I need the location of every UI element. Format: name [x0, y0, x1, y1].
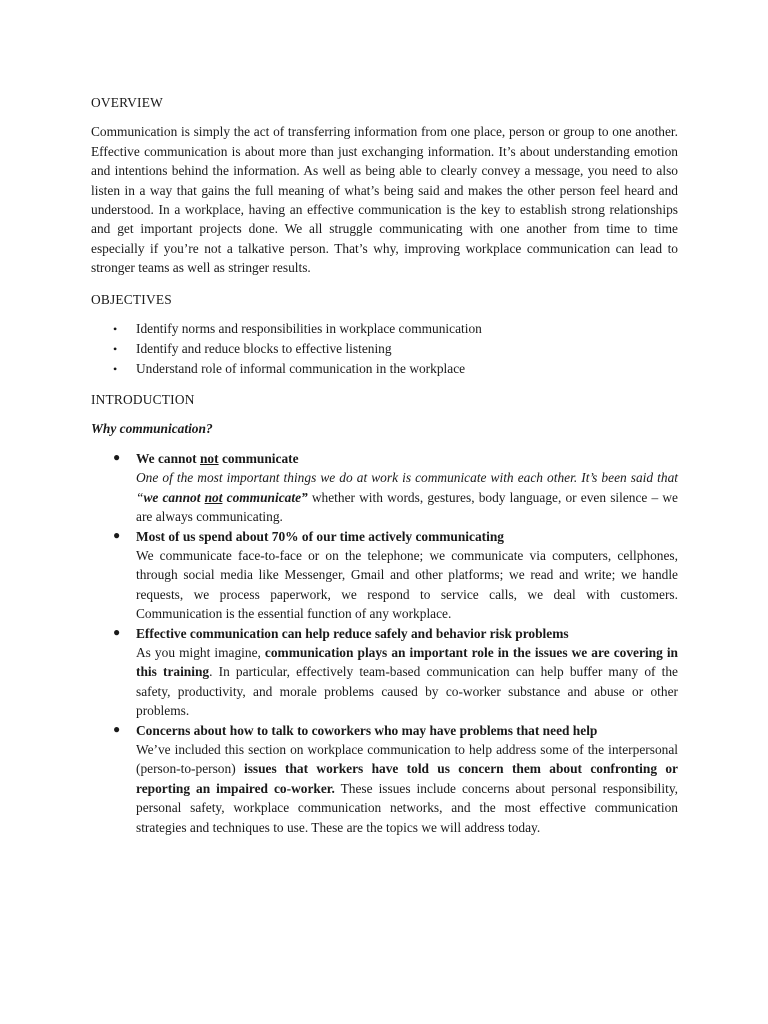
list-item: [91, 721, 678, 837]
list-item: [91, 624, 678, 721]
objectives-heading: OBJECTIVES: [91, 291, 172, 307]
bullet-icon: ●: [113, 624, 121, 639]
objective-text: Identify and reduce blocks to effective listening: [136, 341, 392, 357]
item-body: As you might imagine, communication plays an important role in the issues we are covering in this training. In particular, effectively team-based communication can help buffer many of the safety, productivity, and morale problems caused by co-worker substance and abuse or other problems.: [136, 644, 678, 719]
bullet-icon: ●: [113, 721, 121, 736]
bullet-icon: •: [113, 322, 118, 337]
list-item: [91, 319, 678, 339]
bullet-icon: ●: [113, 527, 121, 542]
list-item: [91, 449, 678, 527]
item-body: We communicate face-to-face or on the telephone; we communicate via computers, cellphones, through social media like Messenger, Gmail and other platforms; we read and write; we handle requests, we process paperwork, we respond to service calls, we deal with customers. Communication is the essential function of any workplace.: [136, 547, 678, 622]
objective-text: Identify norms and responsibilities in workplace communication: [136, 321, 482, 337]
introduction-heading: INTRODUCTION: [91, 392, 195, 408]
bullet-icon: •: [113, 342, 118, 357]
overview-heading: OVERVIEW: [91, 95, 163, 110]
objectives-list: [91, 319, 678, 379]
item-title: We cannot not communicate: [136, 450, 299, 466]
document-body: [91, 93, 678, 837]
overview-paragraph: Communication is simply the act of transferring information from one place, person or group to one another. Effective communication is about more than just exchanging information. It’s about understanding emotion and intentions behind the information. As well as being able to clearly convey a message, you need to also listen in a way that gains the full meaning of what’s being said and makes the other person feel heard and understood. In a workplace, having an effective communication is the key to establish strong relationships and get important projects done. We all struggle communicating with one another from time to time especially if you’re not a talkative person. That’s why, improving workplace communication can lead to stronger teams as well as stringer results.: [91, 124, 678, 276]
item-title: Most of us spend about 70% of our time actively communicating: [136, 528, 504, 544]
why-communication-subheading: Why communication?: [91, 421, 213, 437]
objective-text: Understand role of informal communication in the workplace: [136, 361, 466, 377]
item-title: Concerns about how to talk to coworkers who may have problems that need help: [136, 722, 598, 738]
item-body: One of the most important things we do at work is communicate with each other. It’s been said that “we cannot not communicate” whether with words, gestures, body language, or even silence – we are always communicating.: [136, 470, 678, 525]
list-item: [91, 359, 678, 379]
introduction-list: [91, 449, 678, 837]
bullet-icon: ●: [113, 449, 121, 464]
item-title: Effective communication can help reduce safely and behavior risk problems: [136, 625, 569, 641]
list-item: [91, 527, 678, 624]
item-body: We’ve included this section on workplace communication to help address some of the interpersonal (person-to-person) issues that workers have told us concern them about confronting or reporting an impaired co-worker. These issues include concerns about personal responsibility, personal safety, workplace communication networks, and the most effective communication strategies and techniques to use. These are the topics we will address today.: [136, 741, 678, 835]
list-item: [91, 339, 678, 359]
bullet-icon: •: [113, 362, 118, 377]
